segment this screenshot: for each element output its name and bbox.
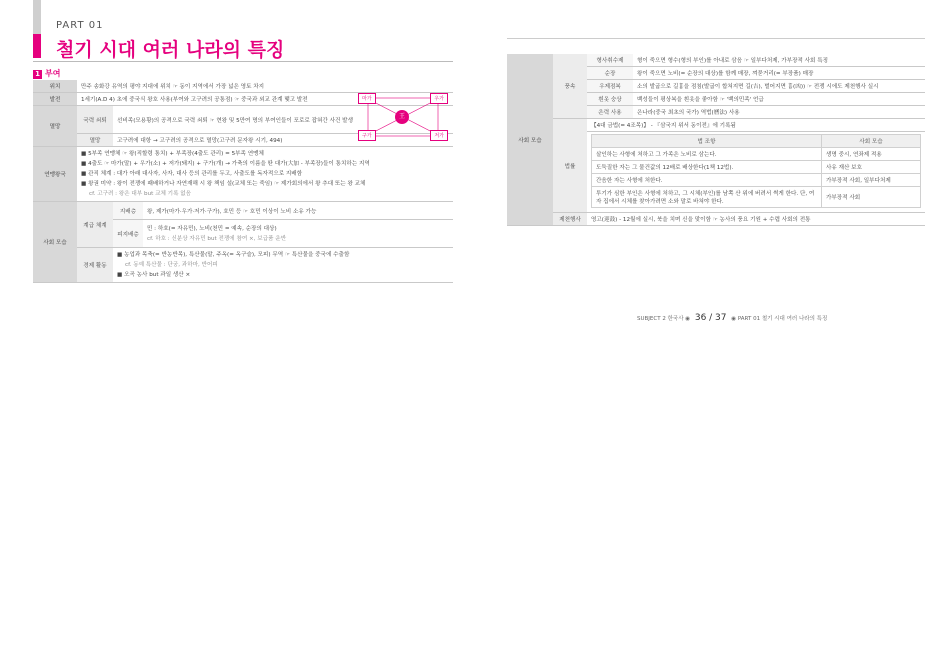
line: cf. 하호 : 신분상 자유민 but 전쟁에 참여 ×, 보급품 운반 xyxy=(147,235,287,242)
diagram-king-circle: 王 xyxy=(395,110,409,124)
law-text: 도둑질한 자는 그 물건값의 12배로 배상한다(1책 12법). xyxy=(592,161,822,174)
row-label: 사회 모습 xyxy=(33,202,77,283)
page-numbers: 36 / 37 xyxy=(694,313,727,323)
line: ■ 오곡 농사 but 과일 생산 × xyxy=(117,272,191,278)
law-row xyxy=(592,161,921,174)
line: ■ 4출도 ☞ 마가(말) + 우가(소) + 저가(돼지) + 구가(개) → 가축의 이름을 딴 대가(大加 - 부족장)들이 통치하는 지역 xyxy=(81,161,370,167)
sub-label: 제천행사 xyxy=(553,213,587,226)
sub-label: 경제 활동 xyxy=(77,248,113,283)
row-text: 고구려에 대항 → 고구려의 공격으로 멸망(고구려 문자왕 시기, 494) xyxy=(113,134,453,147)
law-text: 살인하는 사형에 처하고 그 가족은 노비로 삼는다. xyxy=(592,148,822,161)
footer-chapter: PART 01 철기 시대 여러 나라의 특징 xyxy=(737,316,828,322)
section-label: 부여 xyxy=(45,69,61,78)
group-label: 사회 모습 xyxy=(507,54,553,226)
law-row xyxy=(592,187,921,208)
line: ■ 왕권 미약 : 왕이 전쟁에 패배하거나 자연재해 시 왕 책임 설(교체 또는 죽임) ☞ 제가회의에서 왕 추대 또는 왕 교체 xyxy=(81,181,366,187)
diagram-node-guga: 구가 xyxy=(358,130,376,141)
sub-label: 국력 쇠퇴 xyxy=(77,106,113,134)
custom-text: 은나라(중국 최초의 국가) 역법(曆法) 사용 xyxy=(633,106,925,119)
page-edge-bar xyxy=(33,0,41,34)
law-row xyxy=(592,174,921,187)
page-footer xyxy=(637,313,827,323)
row-label: 위치 xyxy=(33,80,77,93)
law-cell xyxy=(587,132,925,213)
section-heading xyxy=(33,68,60,79)
right-top-rule xyxy=(507,38,925,39)
page-title: 철기 시대 여러 나라의 특징 xyxy=(56,39,285,61)
line: ■ 관직 체계 : 대가 아래 대사자, 사자, 대사 등의 관리를 두고, 사출도를 독자적으로 지배함 xyxy=(81,171,303,177)
line: ■ 5부족 연맹체 ☞ 왕(직할령 통치) + 부족장(4출도 관리) = 5부족 연맹체 xyxy=(81,151,264,157)
law-meaning: 사유 재산 보호 xyxy=(822,161,921,174)
row-text xyxy=(113,248,453,283)
custom-text: 백성들이 평상복을 흰옷을 좋아함 ☞ '백의민족' 언급 xyxy=(633,93,925,106)
sub-label: 법률 xyxy=(553,119,587,213)
law-text: 투기가 심한 부인은 사형에 처하고, 그 시체(부인)를 남쪽 산 위에 버려서 썩게 한다. 단, 여자 집에서 시체를 찾아가려면 소와 말로 바쳐야 한다. xyxy=(592,187,822,208)
line: cf. 동예 특산물 : 단궁, 과하마, 반어피 xyxy=(125,262,218,268)
title-accent-bar xyxy=(33,34,41,58)
custom-text: 소의 발굽으로 길흉을 점침(발굽이 합쳐지면 길(吉), 벌어지면 흉(凶)) ☞ 전쟁 시에도 제천행사 실시 xyxy=(633,80,925,93)
table-row xyxy=(507,213,925,226)
custom-label: 순장 xyxy=(587,67,633,80)
row-text: 1세기(A.D 4) 초에 중국식 왕호 사용(부여와 고구려의 공통점) ☞ 중국과 외교 관계 맺고 발전 xyxy=(77,93,453,106)
part-label: PART 01 xyxy=(56,20,104,31)
table-row xyxy=(507,119,925,132)
table-row xyxy=(33,248,453,283)
class-label: 지배층 xyxy=(113,202,143,220)
diagram-node-maga: 마가 xyxy=(358,93,376,104)
sub-label: 풍속 xyxy=(553,54,587,119)
custom-label: 은력 사용 xyxy=(587,106,633,119)
law-intro: 【4대 금법(= 4조목)】 - 『삼국지 위서 동이전』에 기록됨 xyxy=(587,119,925,132)
law-meaning: 생명 중시, 연좌제 적용 xyxy=(822,148,921,161)
footer-bullet-icon: ◉ xyxy=(685,316,692,322)
table-row xyxy=(507,54,925,67)
diagram-node-uga: 우가 xyxy=(430,93,448,104)
line: 민 : 하호(= 자유민), 노비(천민 = 예속, 순장의 대상) xyxy=(147,225,277,232)
line: cf. 고구려 : 왕은 대부 but 교체 기록 없음 xyxy=(89,191,192,197)
law-header: 사회 모습 xyxy=(822,135,921,148)
law-meaning: 가부장적 사회, 일부다처제 xyxy=(822,174,921,187)
law-row xyxy=(592,148,921,161)
row-text: 선비족(모용황)의 공격으로 국력 쇠퇴 ☞ 현왕 및 5만여 명의 부여인들이 포로로 잡혀간 사건 발생 xyxy=(113,106,453,134)
row-text: 왕, 제가(마가·우가·저가·구가), 호민 등 ☞ 호민 이상이 노비 소유 가능 xyxy=(143,202,453,220)
footer-bullet-icon: ◉ xyxy=(731,316,738,322)
custom-label: 우제점복 xyxy=(587,80,633,93)
custom-text: 왕이 죽으면 노비(= 순장의 대상)를 함께 매장, 껴묻거리(= 부장품) 매장 xyxy=(633,67,925,80)
section-number: 1 xyxy=(33,70,42,79)
class-label: 피지배층 xyxy=(113,220,143,248)
ritual-text: 영고(迎鼓) - 12월에 실시, 북을 치며 신을 맞이함 ☞ 농사의 풍요 기원 + 수렵 사회의 전통 xyxy=(587,213,925,226)
table-row xyxy=(33,202,453,220)
custom-label: 흰옷 숭상 xyxy=(587,93,633,106)
law-table xyxy=(591,134,921,208)
custom-text: 형이 죽으면 형수(형의 부인)를 아내로 삼음 ☞ 일부다처제, 가부장적 사회 특징 xyxy=(633,54,925,67)
row-label: 연맹왕국 xyxy=(33,147,77,202)
row-label: 발전 xyxy=(33,93,77,106)
row-text xyxy=(77,147,453,202)
law-meaning: 가부장적 사회 xyxy=(822,187,921,208)
four-chuldo-diagram xyxy=(358,90,448,144)
row-text: 만주 송화강 유역의 평야 지대에 위치 ☞ 동이 지역에서 가장 넓은 영토 차지 xyxy=(77,80,453,93)
law-text: 간음한 자는 사형에 처한다. xyxy=(592,174,822,187)
society-table xyxy=(507,54,925,226)
row-label: 멸망 xyxy=(33,106,77,147)
footer-subject: SUBJECT 2 한국사 xyxy=(637,316,684,322)
sub-label: 멸망 xyxy=(77,134,113,147)
law-header-row xyxy=(592,135,921,148)
table-row xyxy=(33,147,453,202)
law-header: 법 조항 xyxy=(592,135,822,148)
line: ■ 농업과 목축(= 반농반목), 특산물(말, 주옥(= 옥구슬), 모피) 무역 ☞ 특산물을 중국에 수출함 xyxy=(117,252,350,258)
row-text xyxy=(143,220,453,248)
custom-label: 형사취수제 xyxy=(587,54,633,67)
title-rule xyxy=(33,61,453,62)
diagram-node-jeoga: 저가 xyxy=(430,130,448,141)
sub-label: 계급 체계 xyxy=(77,202,113,248)
